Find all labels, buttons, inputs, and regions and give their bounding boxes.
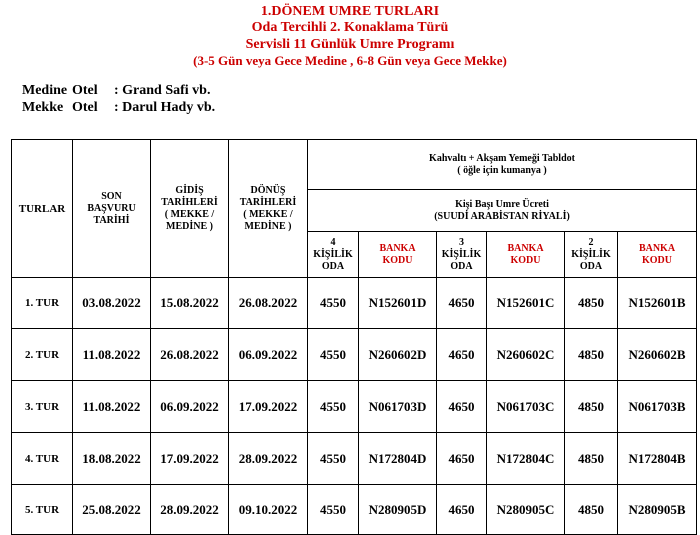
room-2-header: 2 KİŞİLİK ODA xyxy=(565,232,618,278)
donus-date: 09.10.2022 xyxy=(229,485,308,535)
hotel-row-medine xyxy=(22,82,215,99)
bank-code-header: BANKA KODU xyxy=(487,232,565,278)
bank-code-4: N152601D xyxy=(359,278,437,329)
meal-header: Kahvaltı + Akşam Yemeği Tabldot ( öğle için kumanya ) xyxy=(308,140,697,190)
table-row xyxy=(12,485,697,535)
bank-code-3: N061703C xyxy=(487,381,565,433)
donus-date: 17.09.2022 xyxy=(229,381,308,433)
price-2: 4850 xyxy=(565,433,618,485)
table-row xyxy=(12,381,697,433)
donus-date: 26.08.2022 xyxy=(229,278,308,329)
bank-code-header: BANKA KODU xyxy=(359,232,437,278)
gidis-date: 15.08.2022 xyxy=(151,278,229,329)
bank-code-4: N280905D xyxy=(359,485,437,535)
price-4: 4550 xyxy=(308,381,359,433)
price-3: 4650 xyxy=(437,485,487,535)
price-2: 4850 xyxy=(565,329,618,381)
subtitle-room: Oda Tercihli 2. Konaklama Türü xyxy=(251,20,449,35)
bank-code-4: N061703D xyxy=(359,381,437,433)
bank-code-4: N260602D xyxy=(359,329,437,381)
bank-code-2: N061703B xyxy=(618,381,697,433)
son-basvuru-date: 11.08.2022 xyxy=(73,329,151,381)
room-4-header: 4 KİŞİLİK ODA xyxy=(308,232,359,278)
tur-label: 2. TUR xyxy=(12,329,73,381)
son-basvuru-date: 03.08.2022 xyxy=(73,278,151,329)
hotel-otel-label: Otel xyxy=(72,83,98,98)
room-3-header: 3 KİŞİLİK ODA xyxy=(437,232,487,278)
price-2: 4850 xyxy=(565,485,618,535)
price-3: 4650 xyxy=(437,278,487,329)
donus-date: 28.09.2022 xyxy=(229,433,308,485)
bank-code-3: N172804C xyxy=(487,433,565,485)
tour-table xyxy=(11,139,697,535)
bank-code-2: N260602B xyxy=(618,329,697,381)
tur-label: 4. TUR xyxy=(12,433,73,485)
tur-label: 1. TUR xyxy=(12,278,73,329)
bank-code-3: N152601C xyxy=(487,278,565,329)
price-2: 4850 xyxy=(565,381,618,433)
hotel-row-mekke xyxy=(22,99,215,116)
price-2: 4850 xyxy=(565,278,618,329)
price-3: 4650 xyxy=(437,381,487,433)
table-row xyxy=(12,433,697,485)
gidis-date: 17.09.2022 xyxy=(151,433,229,485)
gidis-date: 06.09.2022 xyxy=(151,381,229,433)
son-basvuru-date: 18.08.2022 xyxy=(73,433,151,485)
table-row xyxy=(12,329,697,381)
col-header-donus: DÖNÜŞ TARİHLERİ ( MEKKE / MEDİNE ) xyxy=(229,140,308,278)
bank-code-3: N280905C xyxy=(487,485,565,535)
bank-code-4: N172804D xyxy=(359,433,437,485)
price-4: 4550 xyxy=(308,278,359,329)
col-header-turlar: TURLAR xyxy=(12,140,73,278)
bank-code-2: N172804B xyxy=(618,433,697,485)
bank-code-2: N152601B xyxy=(618,278,697,329)
table-row xyxy=(12,278,697,329)
donus-date: 06.09.2022 xyxy=(229,329,308,381)
hotel-city: Mekke xyxy=(22,100,64,115)
col-header-gidis: GİDİŞ TARİHLERİ ( MEKKE / MEDİNE ) xyxy=(151,140,229,278)
gidis-date: 26.08.2022 xyxy=(151,329,229,381)
son-basvuru-date: 25.08.2022 xyxy=(73,485,151,535)
price-3: 4650 xyxy=(437,433,487,485)
document-header xyxy=(0,4,700,69)
tur-label: 3. TUR xyxy=(12,381,73,433)
price-3: 4650 xyxy=(437,329,487,381)
bank-code-3: N260602C xyxy=(487,329,565,381)
price-header: Kişi Başı Umre Ücreti (SUUDİ ARABİSTAN RİYALİ) xyxy=(308,190,697,232)
hotel-list xyxy=(22,82,215,116)
hotel-otel-label: Otel xyxy=(72,100,98,115)
subtitle-nights: (3-5 Gün veya Gece Medine , 6-8 Gün veya Gece Mekke) xyxy=(193,53,507,68)
col-header-son-basvuru: SON BAŞVURU TARİHİ xyxy=(73,140,151,278)
price-4: 4550 xyxy=(308,433,359,485)
hotel-name: : Grand Safi vb. xyxy=(114,83,211,98)
gidis-date: 28.09.2022 xyxy=(151,485,229,535)
subtitle-program: Servisli 11 Günlük Umre Programı xyxy=(245,37,455,52)
title: 1.DÖNEM UMRE TURLARI xyxy=(260,4,440,19)
bank-code-2: N280905B xyxy=(618,485,697,535)
hotel-city: Medine xyxy=(22,83,68,98)
hotel-name: : Darul Hady vb. xyxy=(114,100,216,115)
son-basvuru-date: 11.08.2022 xyxy=(73,381,151,433)
tur-label: 5. TUR xyxy=(12,485,73,535)
price-4: 4550 xyxy=(308,485,359,535)
bank-code-header: BANKA KODU xyxy=(618,232,697,278)
price-4: 4550 xyxy=(308,329,359,381)
